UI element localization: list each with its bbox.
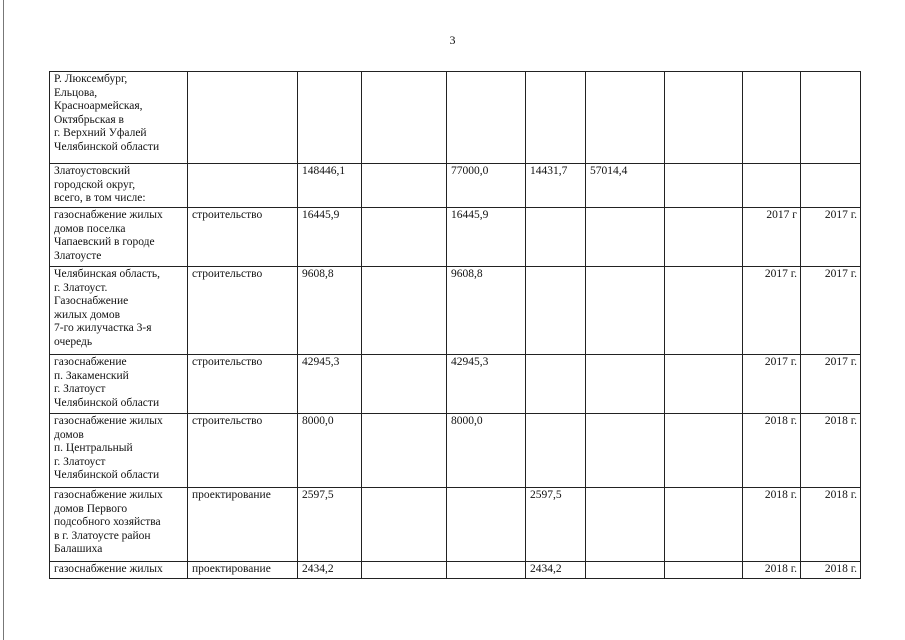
object-name-line: г. Златоуст bbox=[54, 383, 106, 395]
table-row bbox=[50, 267, 861, 355]
start-year-cell: 2017 г bbox=[743, 208, 801, 267]
regional-budget-cell: 77000,0 bbox=[447, 164, 526, 208]
extra-cell bbox=[665, 355, 743, 414]
total-amount-cell: 2434,2 bbox=[298, 562, 362, 579]
table-row bbox=[50, 208, 861, 267]
work-type-cell: проектирование bbox=[188, 488, 298, 562]
total-amount-cell: 2597,5 bbox=[298, 488, 362, 562]
table-body bbox=[50, 72, 861, 579]
work-type-cell: строительство bbox=[188, 267, 298, 355]
other-sources-cell bbox=[586, 488, 665, 562]
work-type-cell: строительство bbox=[188, 208, 298, 267]
federal-budget-cell bbox=[362, 72, 447, 164]
start-year-cell: 2018 г. bbox=[743, 488, 801, 562]
object-name-line: г. Златоуст. bbox=[54, 281, 108, 294]
object-name-line: г. Златоуст bbox=[54, 455, 106, 468]
object-name-line: очередь bbox=[54, 335, 93, 348]
extra-cell bbox=[665, 562, 743, 579]
local-budget-cell: 2434,2 bbox=[526, 562, 586, 579]
end-year-cell: 2017 г. bbox=[801, 267, 861, 355]
local-budget-cell bbox=[526, 208, 586, 267]
object-name-line: г. Верхний Уфалей bbox=[54, 127, 147, 139]
other-sources-cell: 57014,4 bbox=[586, 164, 665, 208]
object-name-line: жилых домов bbox=[54, 308, 121, 321]
object-name-line: Газоснабжение bbox=[54, 295, 129, 307]
object-name-line: Челябинской области bbox=[54, 396, 160, 409]
extra-cell bbox=[665, 488, 743, 562]
object-name-line: Чапаевский в городе bbox=[54, 236, 155, 248]
other-sources-cell bbox=[586, 208, 665, 267]
federal-budget-cell bbox=[362, 208, 447, 267]
regional-budget-cell: 16445,9 bbox=[447, 208, 526, 267]
extra-cell bbox=[665, 267, 743, 355]
federal-budget-cell bbox=[362, 414, 447, 488]
page-number: 3 bbox=[449, 33, 456, 47]
regional-budget-cell bbox=[447, 488, 526, 562]
object-name-line: Ельцова, bbox=[54, 86, 98, 99]
object-name-line: 7-го жилучастка 3-я bbox=[54, 322, 152, 334]
other-sources-cell bbox=[586, 267, 665, 355]
object-name-line: Челябинской области bbox=[54, 469, 160, 481]
total-amount-cell: 16445,9 bbox=[298, 208, 362, 267]
work-type-cell bbox=[188, 164, 298, 208]
object-name-cell bbox=[50, 414, 188, 488]
end-year-cell bbox=[801, 72, 861, 164]
object-name-line: домов bbox=[54, 428, 84, 441]
start-year-cell: 2017 г. bbox=[743, 267, 801, 355]
object-name-line: газоснабжение жилых bbox=[54, 209, 163, 221]
start-year-cell bbox=[743, 72, 801, 164]
federal-budget-cell bbox=[362, 164, 447, 208]
local-budget-cell bbox=[526, 355, 586, 414]
other-sources-cell bbox=[586, 414, 665, 488]
object-name-line: всего, в том числе: bbox=[54, 192, 146, 204]
table-row bbox=[50, 72, 861, 164]
extra-cell bbox=[665, 208, 743, 267]
extra-cell bbox=[665, 414, 743, 488]
regional-budget-cell: 8000,0 bbox=[447, 414, 526, 488]
table-row bbox=[50, 414, 861, 488]
total-amount-cell: 42945,3 bbox=[298, 355, 362, 414]
object-name-line: Красноармейская, bbox=[54, 100, 143, 112]
start-year-cell: 2018 г. bbox=[743, 414, 801, 488]
table-row bbox=[50, 355, 861, 414]
object-name-cell bbox=[50, 488, 188, 562]
table-row bbox=[50, 164, 861, 208]
object-name-line: п. Центральный bbox=[54, 442, 133, 454]
end-year-cell: 2017 г. bbox=[801, 208, 861, 267]
end-year-cell: 2017 г. bbox=[801, 355, 861, 414]
object-name-line: Златоусте bbox=[54, 249, 102, 262]
other-sources-cell bbox=[586, 355, 665, 414]
object-name-line: Р. Люксембург, bbox=[54, 73, 128, 85]
total-amount-cell: 148446,1 bbox=[298, 164, 362, 208]
page-edge-line bbox=[3, 0, 4, 640]
object-name-cell bbox=[50, 164, 188, 208]
work-type-cell bbox=[188, 72, 298, 164]
object-name-cell bbox=[50, 267, 188, 355]
start-year-cell: 2018 г. bbox=[743, 562, 801, 579]
work-type-cell: строительство bbox=[188, 414, 298, 488]
object-name-line: Октябрьская в bbox=[54, 113, 124, 126]
federal-budget-cell bbox=[362, 562, 447, 579]
object-name-cell bbox=[50, 355, 188, 414]
table-row bbox=[50, 562, 861, 579]
end-year-cell: 2018 г. bbox=[801, 414, 861, 488]
object-name-line: домов поселка bbox=[54, 222, 126, 235]
object-name-line: Балашиха bbox=[54, 543, 103, 555]
object-name-line: п. Закаменский bbox=[54, 369, 129, 382]
object-name-line: Челябинская область, bbox=[54, 268, 160, 280]
other-sources-cell bbox=[586, 562, 665, 579]
object-name-line: газоснабжение bbox=[54, 356, 127, 368]
work-type-cell: строительство bbox=[188, 355, 298, 414]
object-name-line: газоснабжение жилых bbox=[54, 415, 163, 427]
local-budget-cell: 2597,5 bbox=[526, 488, 586, 562]
work-type-cell: проектирование bbox=[188, 562, 298, 579]
regional-budget-cell bbox=[447, 562, 526, 579]
local-budget-cell bbox=[526, 267, 586, 355]
end-year-cell: 2018 г. bbox=[801, 562, 861, 579]
local-budget-cell bbox=[526, 414, 586, 488]
object-name-line: подсобного хозяйства bbox=[54, 516, 161, 528]
funding-table bbox=[49, 71, 861, 579]
end-year-cell bbox=[801, 164, 861, 208]
regional-budget-cell: 9608,8 bbox=[447, 267, 526, 355]
federal-budget-cell bbox=[362, 488, 447, 562]
object-name-line: Златоустовский bbox=[54, 165, 131, 177]
extra-cell bbox=[665, 164, 743, 208]
federal-budget-cell bbox=[362, 267, 447, 355]
local-budget-cell: 14431,7 bbox=[526, 164, 586, 208]
object-name-line: Челябинской области bbox=[54, 140, 160, 153]
regional-budget-cell: 42945,3 bbox=[447, 355, 526, 414]
object-name-line: городской округ, bbox=[54, 178, 136, 191]
other-sources-cell bbox=[586, 72, 665, 164]
federal-budget-cell bbox=[362, 355, 447, 414]
object-name-cell bbox=[50, 208, 188, 267]
extra-cell bbox=[665, 72, 743, 164]
object-name-line: газоснабжение жилых bbox=[54, 489, 163, 501]
total-amount-cell bbox=[298, 72, 362, 164]
object-name-cell bbox=[50, 562, 188, 579]
object-name-line: газоснабжение жилых bbox=[54, 563, 163, 575]
total-amount-cell: 9608,8 bbox=[298, 267, 362, 355]
local-budget-cell bbox=[526, 72, 586, 164]
object-name-line: в г. Златоусте район bbox=[54, 529, 151, 542]
end-year-cell: 2018 г. bbox=[801, 488, 861, 562]
total-amount-cell: 8000,0 bbox=[298, 414, 362, 488]
regional-budget-cell bbox=[447, 72, 526, 164]
start-year-cell: 2017 г. bbox=[743, 355, 801, 414]
table-row bbox=[50, 488, 861, 562]
object-name-cell bbox=[50, 72, 188, 164]
object-name-line: домов Первого bbox=[54, 502, 128, 515]
start-year-cell bbox=[743, 164, 801, 208]
